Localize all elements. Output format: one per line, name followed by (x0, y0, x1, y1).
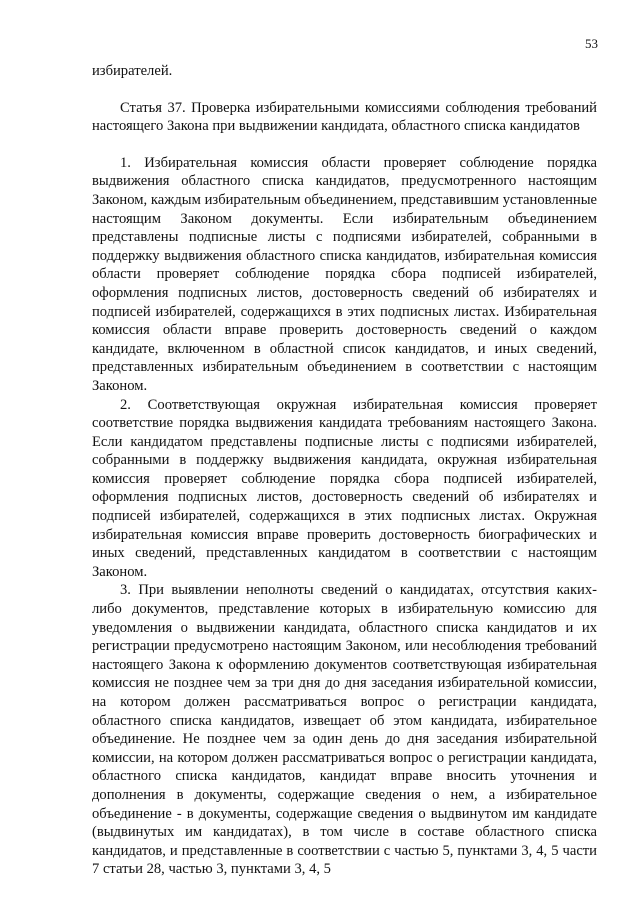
article-heading: Статья 37. Проверка избирательными комиссиями соблюдения требований настоящего Закона при выдвижении кандидата, областного списка кандидатов (92, 99, 597, 135)
paragraph-1: 1. Избирательная комиссия области проверяет соблюдение порядка выдвижения областного списка кандидатов, предусмотренного настоящим Законом, каждым избирательным объединением, представившим установленные настоящим Законом документы. Если избирательным объединением представлены подписные листы с подписями избирателей, собранными в поддержку выдвижения областного списка кандидатов, избирательная комиссия области проверяет соблюдение порядка сбора подписей избирателей, оформления подписных листов, достоверность сведений об избирателях и подписей избирателей, содержащихся в этих подписных листах. Избирательная комиссия области вправе проверить достоверность сведений о каждом кандидате, включенном в областной список кандидатов, и иных сведений, представленных избирательным объединением в соответствии с настоящим Законом. (92, 154, 597, 394)
paragraph-3: 3. При выявлении неполноты сведений о кандидатах, отсутствия каких-либо документов, представление которых в избирательную комиссию для уведомления о выдвижении кандидата, областного списка кандидатов и их регистрации предусмотрено настоящим Законом, или несоблюдения требований настоящего Закона к оформлению документов соответствующая избирательная комиссия не позднее чем за три дня до дня заседания избирательной комиссии, на котором должен рассматриваться вопрос о регистрации кандидата, областного списка кандидатов, извещает об этом кандидата, избирательное объединение. Не позднее чем за один день до дня заседания избирательной комиссии, на котором должен рассматриваться вопрос о регистрации кандидата, областного списка кандидатов, кандидат вправе вносить уточнения и дополнения в документы, содержащие сведения о нем, а избирательное объединение - в документы, содержащие сведения о выдвинутом им кандидате (выдвинутых им кандидатах), в том числе в составе областного списка кандидатов, и представленные в соответствии с частью 5, пунктами 3, 4, 5 части 7 статьи 28, частью 3, пунктами 3, 4, 5 (92, 582, 597, 878)
document-body (92, 62, 597, 879)
paragraph-2: 2. Соответствующая окружная избирательная комиссия проверяет соответствие порядка выдвижения кандидата требованиям настоящего Закона. Если кандидатом представлены подписные листы с подписями избирателей, собранными в поддержку выдвижения кандидата, окружная избирательная комиссия проверяет соблюдение порядка сбора подписей избирателей, оформления подписных листов, достоверность сведений об избирателях и подписей избирателей, содержащихся в этих подписных листах. Окружная избирательная комиссия вправе проверить достоверность биографических и иных сведений, представленных кандидатом в соответствии с настоящим Законом. (92, 396, 597, 580)
page-number: 53 (585, 36, 598, 51)
lead-text: избирателей. (92, 63, 173, 79)
